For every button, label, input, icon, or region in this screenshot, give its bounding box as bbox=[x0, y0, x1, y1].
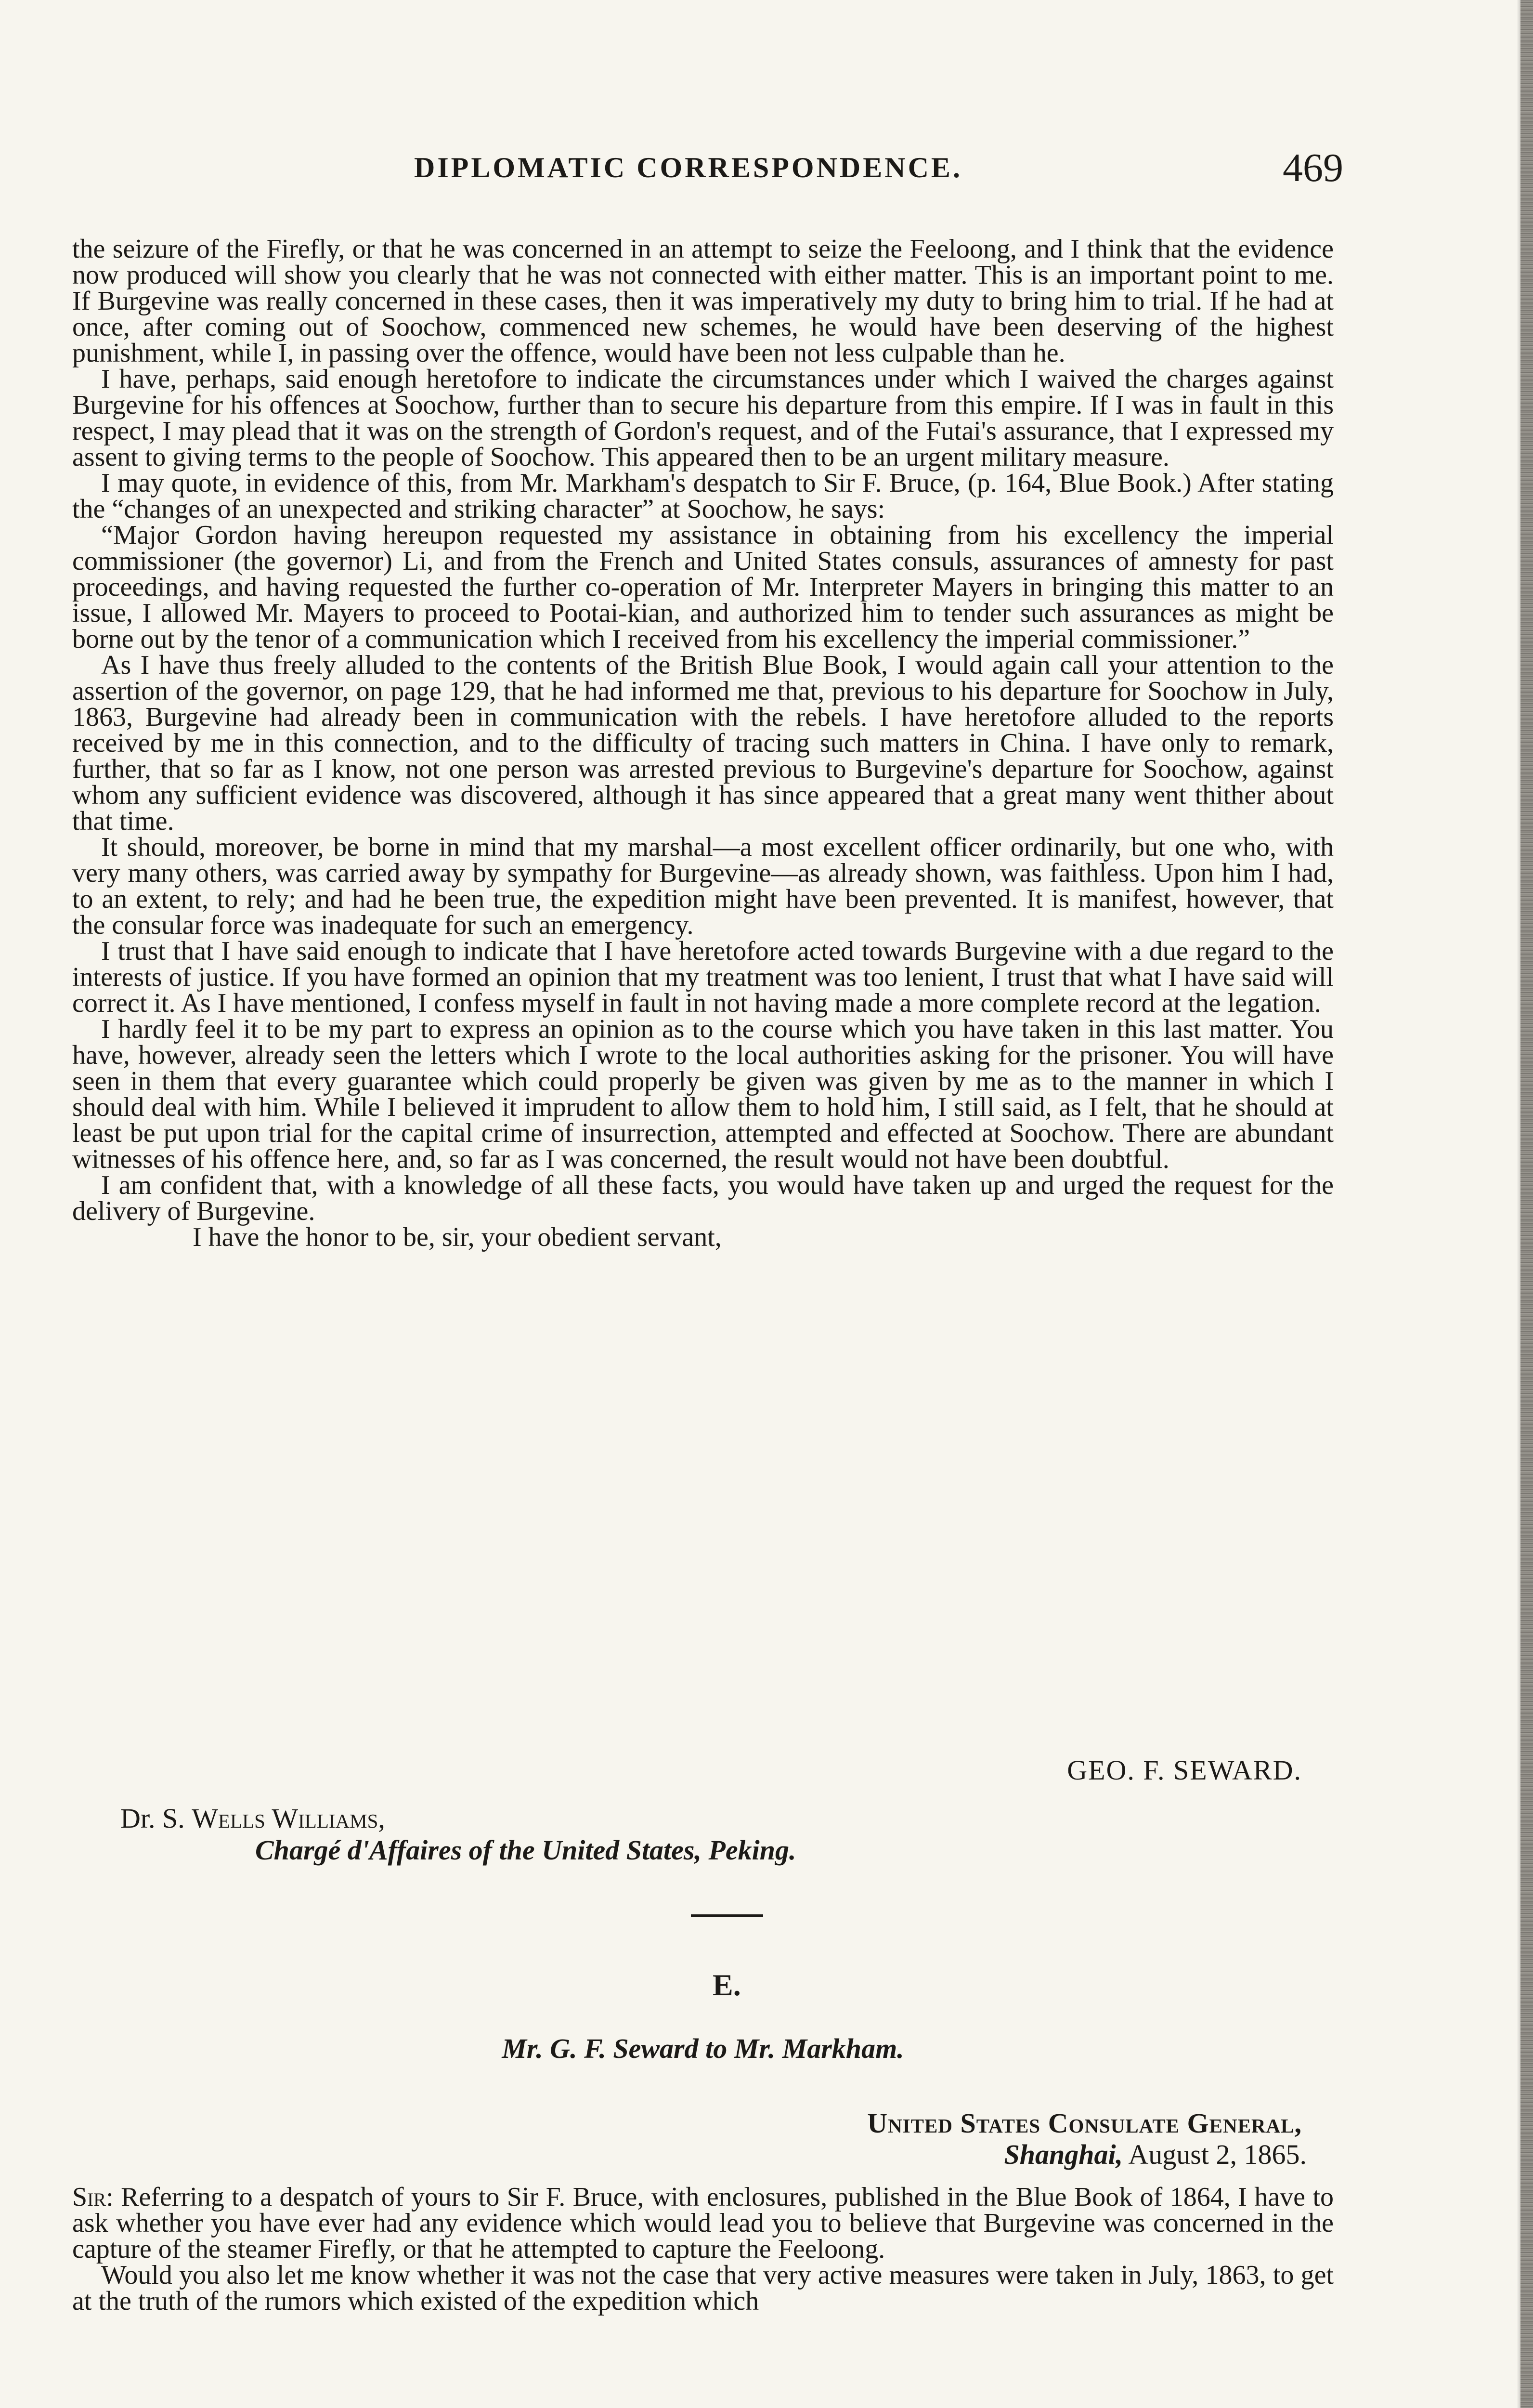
page-number: 469 bbox=[1283, 145, 1343, 190]
dateline-place: Shanghai, bbox=[1004, 2139, 1123, 2170]
running-head: DIPLOMATIC CORRESPONDENCE. bbox=[414, 152, 962, 183]
dateline-office: United States Consulate General, bbox=[867, 2107, 1302, 2139]
paragraph: It should, moreover, be borne in mind that my marshal—a most excellent officer ordinarily, but one who, with very many others, was carried away by sympathy for Burgevine—as already shown, was faithless. Upon him I had, to an extent, to rely; and had he been true, the expedition might have been prevented. It is manifest, however, that the consular force was inadequate for such an emergency. bbox=[72, 832, 1334, 940]
section-title: Mr. G. F. Seward to Mr. Markham. bbox=[502, 2033, 904, 2064]
paragraph: As I have thus freely alluded to the contents of the British Blue Book, I would again call your attention to the assertion of the governor, on page 129, that he had informed me that, previous to his departure for Soochow in July, 1863, Burgevine had already been in communication with the rebels. I have heretofore alluded to the reports received by me in this connection, and to the difficulty of tracing such matters in China. I have only to remark, further, that so far as I know, not one person was arrested previous to Burgevine's departure for Soochow, against whom any sufficient evidence was discovered, although it has since appeared that a great many went thither about that time. bbox=[72, 650, 1334, 836]
page-binding-edge bbox=[1520, 0, 1533, 2408]
addressee bbox=[120, 1802, 385, 1834]
paragraph: I trust that I have said enough to indicate that I have heretofore acted towards Burgevine with a due regard to the interests of justice. If you have formed an opinion that my treatment was too lenient, I trust that what I have said will correct it. As I have mentioned, I confess myself in fault in not having made a more complete record at the legation. bbox=[72, 936, 1334, 1018]
paragraph: Would you also let me know whether it was not the case that very active measures were taken in July, 1863, to get at the truth of the rumors which existed of the expedition which bbox=[72, 2260, 1334, 2316]
paragraph: I may quote, in evidence of this, from Mr. Markham's despatch to Sir F. Bruce, (p. 164, Blue Book.) After stating the “changes of an unexpected and striking character” at Soochow, he says: bbox=[72, 468, 1334, 524]
paragraph-text: Referring to a despatch of yours to Sir F. Bruce, with enclosures, published in the Blue Book of 1864, I have to ask whether you have ever had any evidence which would lead you to believe that Burgevine was concerned in the capture of the steamer Firefly, or that he attempted to capture the Feeloong. bbox=[72, 2182, 1334, 2264]
paragraph: I hardly feel it to be my part to express an opinion as to the course which you have taken in this last matter. You have, however, already seen the letters which I wrote to the local authorities asking for the prisoner. You will have seen in them that every guarantee which could properly be given was given by me as to the manner in which I should deal with him. While I believed it imprudent to allow them to hold him, I still said, as I felt, that he should at least be put upon trial for the capital crime of insurrection, attempted and effected at Soochow. There are abundant witnesses of his offence here, and, so far as I was concerned, the result would not have been doubtful. bbox=[72, 1014, 1334, 1174]
dateline-place-date bbox=[1004, 2138, 1307, 2171]
page-edge-shadow bbox=[1517, 0, 1520, 2408]
paragraph: I have, perhaps, said enough heretofore to indicate the circumstances under which I waived the charges against Burgevine for his offences at Soochow, further than to secure his departure from this empire. If I was in fault in this respect, I may plead that it was on the strength of Gordon's request, and of the Futai's assurance, that I expressed my assent to giving terms to the people of Soochow. This appeared then to be an urgent military measure. bbox=[72, 364, 1334, 472]
page-header bbox=[414, 144, 1343, 197]
section-divider bbox=[691, 1914, 763, 1917]
addressee-prefix: Dr. S. bbox=[120, 1803, 185, 1834]
paragraph: I am confident that, with a knowledge of all these facts, you would have taken up and urged the request for the delivery of Burgevine. bbox=[72, 1170, 1334, 1226]
salutation: Sir: bbox=[72, 2182, 114, 2212]
block-quote: “Major Gordon having hereupon requested my assistance in obtaining from his excellency the imperial commissioner (the governor) Li, and from the French and United States consuls, assurances of amnesty for past proceedings, and having requested the further co-operation of Mr. Interpreter Mayers in bringing this matter to an issue, I allowed Mr. Mayers to proceed to Pootai-kian, and authorized him to tender such assurances as might be borne out by the tenor of a communication which I received from his excellency the imperial commissioner.” bbox=[72, 520, 1334, 654]
signature: GEO. F. SEWARD. bbox=[1067, 1754, 1302, 1786]
section-letter: E. bbox=[713, 1968, 741, 2002]
addressee-title: Chargé d'Affaires of the United States, Peking. bbox=[255, 1834, 796, 1866]
closing-line: I have the honor to be, sir, your obedient servant, bbox=[193, 1222, 722, 1252]
letter-body-second bbox=[72, 2184, 1334, 2314]
dateline-date: August 2, 1865. bbox=[1128, 2139, 1307, 2170]
letter-body-main bbox=[72, 236, 1334, 1250]
paragraph bbox=[72, 2184, 1334, 2262]
paragraph: the seizure of the Firefly, or that he was concerned in an attempt to seize the Feeloong, and I think that the evidence now produced will show you clearly that he was not connected with either matter. This is an important point to me. If Burgevine was really concerned in these cases, then it was imperatively my duty to bring him to trial. If he had at once, after coming out of Soochow, commenced new schemes, he would have been deserving of the highest punishment, while I, in passing over the offence, would have been not less culpable than he. bbox=[72, 234, 1334, 368]
addressee-name: Wells Williams, bbox=[192, 1803, 385, 1834]
